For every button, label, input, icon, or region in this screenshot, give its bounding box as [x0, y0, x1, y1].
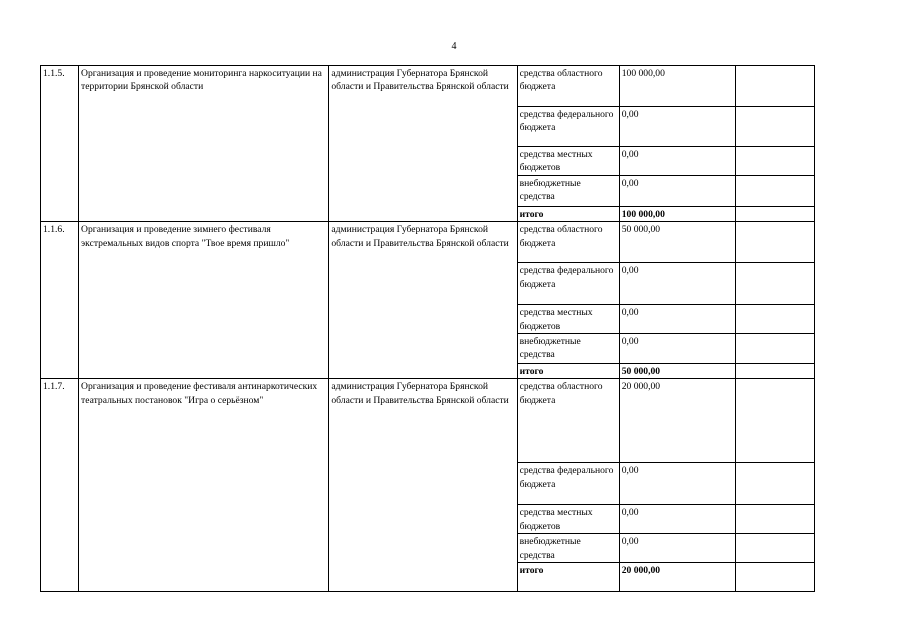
empty-cell: [735, 563, 814, 592]
item-number: 1.1.6.: [41, 222, 79, 379]
table-row: [41, 222, 815, 263]
empty-cell: [735, 222, 814, 263]
funding-source-label: средства федерального бюджета: [517, 107, 619, 147]
funding-amount: 0,00: [619, 334, 735, 364]
funding-source-label: средства областного бюджета: [517, 379, 619, 463]
empty-cell: [735, 206, 814, 221]
funding-source-label: средства федерального бюджета: [517, 463, 619, 505]
empty-cell: [735, 334, 814, 364]
empty-cell: [735, 147, 814, 176]
total-amount: 100 000,00: [619, 206, 735, 221]
funding-amount: 0,00: [619, 175, 735, 206]
empty-cell: [735, 463, 814, 505]
funding-amount: 0,00: [619, 305, 735, 334]
empty-cell: [735, 364, 814, 379]
item-number: 1.1.7.: [41, 379, 79, 592]
funding-source-label: средства областного бюджета: [517, 66, 619, 107]
funding-source-label: внебюджетные средства: [517, 334, 619, 364]
funding-source-label: средства местных бюджетов: [517, 305, 619, 334]
empty-cell: [735, 107, 814, 147]
empty-cell: [735, 175, 814, 206]
empty-cell: [735, 263, 814, 305]
total-amount: 20 000,00: [619, 563, 735, 592]
funding-source-label: средства местных бюджетов: [517, 147, 619, 176]
item-name: Организация и проведение зимнего фестиваля экстремальных видов спорта "Твое время пришло": [79, 222, 329, 379]
page-number: 4: [451, 41, 457, 52]
funding-source-label: внебюджетные средства: [517, 175, 619, 206]
funding-amount: 0,00: [619, 107, 735, 147]
total-amount: 50 000,00: [619, 364, 735, 379]
item-number: 1.1.5.: [41, 66, 79, 222]
item-executor: администрация Губернатора Брянской области и Правительства Брянской области: [329, 66, 517, 222]
table-row: [41, 66, 815, 107]
empty-cell: [735, 305, 814, 334]
item-executor: администрация Губернатора Брянской области и Правительства Брянской области: [329, 379, 517, 592]
item-name: Организация и проведение мониторинга наркоситуации на территории Брянской области: [79, 66, 329, 222]
funding-amount: 20 000,00: [619, 379, 735, 463]
total-label: итого: [517, 206, 619, 221]
funding-amount: 50 000,00: [619, 222, 735, 263]
funding-amount: 0,00: [619, 263, 735, 305]
budget-table: [40, 65, 815, 592]
funding-source-label: средства областного бюджета: [517, 222, 619, 263]
funding-amount: 100 000,00: [619, 66, 735, 107]
funding-source-label: внебюджетные средства: [517, 534, 619, 563]
empty-cell: [735, 66, 814, 107]
total-label: итого: [517, 563, 619, 592]
funding-amount: 0,00: [619, 463, 735, 505]
item-name: Организация и проведение фестиваля антинаркотических театральных постановок "Игра о серьёзном": [79, 379, 329, 592]
total-label: итого: [517, 364, 619, 379]
funding-source-label: средства федерального бюджета: [517, 263, 619, 305]
empty-cell: [735, 379, 814, 463]
item-executor: администрация Губернатора Брянской области и Правительства Брянской области: [329, 222, 517, 379]
empty-cell: [735, 534, 814, 563]
funding-amount: 0,00: [619, 534, 735, 563]
table-row: [41, 379, 815, 463]
funding-amount: 0,00: [619, 505, 735, 534]
funding-amount: 0,00: [619, 147, 735, 176]
funding-source-label: средства местных бюджетов: [517, 505, 619, 534]
empty-cell: [735, 505, 814, 534]
